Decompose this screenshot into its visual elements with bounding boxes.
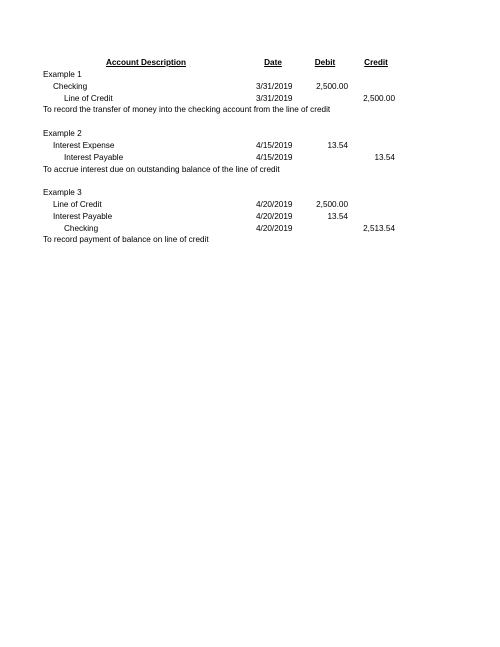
example-title: Example 2 — [43, 129, 82, 138]
account-name: Checking — [53, 82, 88, 91]
memo-row — [0, 104, 500, 115]
header-account-description: Account Description — [105, 58, 187, 67]
entry-date: 4/20/2019 — [256, 200, 293, 209]
account-name: Interest Payable — [64, 153, 124, 162]
entry-date: 3/31/2019 — [256, 94, 293, 103]
entry-memo: To accrue interest due on outstanding balance of the line of credit — [43, 165, 280, 174]
debit-amount: 2,500.00 — [316, 200, 348, 209]
entry-date: 4/20/2019 — [256, 212, 293, 221]
example-title: Example 3 — [43, 188, 82, 197]
header-date: Date — [264, 58, 282, 67]
account-name: Line of Credit — [53, 200, 102, 209]
memo-row — [0, 164, 500, 175]
journal-row — [0, 223, 500, 234]
entry-date: 4/20/2019 — [256, 224, 293, 233]
entry-date: 3/31/2019 — [256, 82, 293, 91]
credit-amount: 2,500.00 — [363, 94, 395, 103]
journal-row — [0, 152, 500, 163]
header-row — [0, 57, 500, 68]
journal-row — [0, 140, 500, 151]
entry-date: 4/15/2019 — [256, 141, 293, 150]
memo-row — [0, 234, 500, 245]
example-3-title-row — [0, 187, 500, 198]
debit-amount: 2,500.00 — [316, 82, 348, 91]
debit-amount: 13.54 — [327, 141, 348, 150]
journal-row — [0, 211, 500, 222]
journal-row — [0, 199, 500, 210]
journal-row — [0, 81, 500, 92]
credit-amount: 2,513.54 — [363, 224, 395, 233]
entry-memo: To record payment of balance on line of credit — [43, 235, 209, 244]
example-2-title-row — [0, 128, 500, 139]
account-name: Interest Payable — [53, 212, 113, 221]
debit-amount: 13.54 — [327, 212, 348, 221]
account-name: Interest Expense — [53, 141, 115, 150]
entry-memo: To record the transfer of money into the checking account from the line of credit — [43, 105, 331, 114]
header-credit: Credit — [364, 58, 388, 67]
account-name: Line of Credit — [64, 94, 113, 103]
example-1-title-row — [0, 69, 500, 80]
example-title: Example 1 — [43, 70, 82, 79]
entry-date: 4/15/2019 — [256, 153, 293, 162]
journal-row — [0, 93, 500, 104]
account-name: Checking — [64, 224, 99, 233]
header-debit: Debit — [314, 58, 336, 67]
credit-amount: 13.54 — [374, 153, 395, 162]
